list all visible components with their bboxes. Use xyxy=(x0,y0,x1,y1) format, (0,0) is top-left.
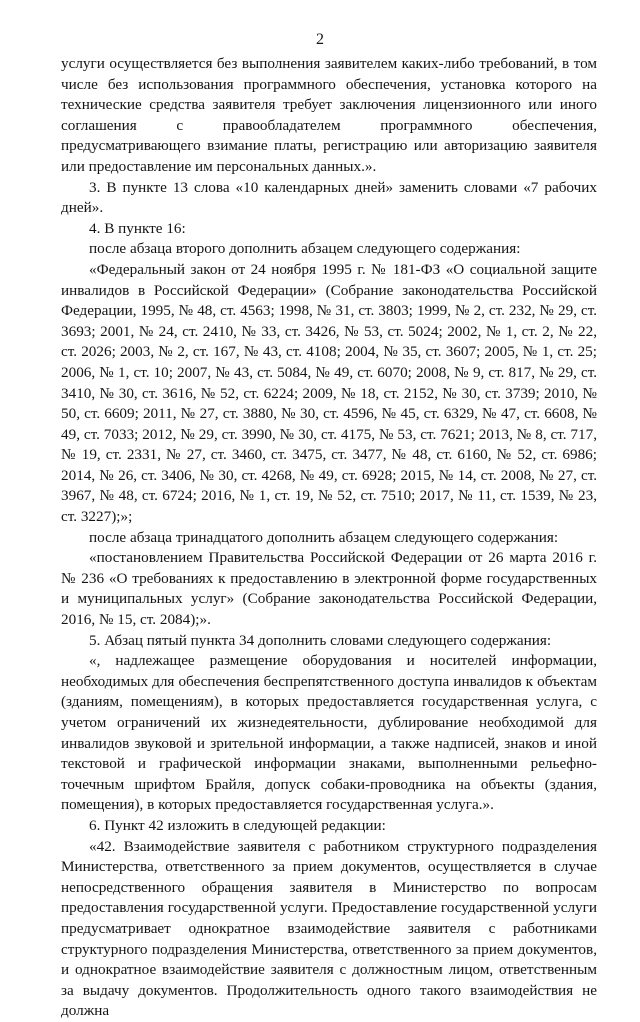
paragraph-federal-law-quote: «Федеральный закон от 24 ноября 1995 г. № 181-ФЗ «О социальной защите инвалидов в Российской Федерации» (Собрание законодательства Российской Федерации, 1995, № 48, ст. 4563; 1998, № 31, ст. 3803; 1999, № 2, ст. 232, № 29, ст. 3693; 2001, № 24, ст. 2410, № 33, ст. 3426, № 53, ст. 5024; 2002, № 1, ст. 2, № 22, ст. 2026; 2003, № 2, ст. 167, № 43, ст. 4108; 2004, № 35, ст. 3607; 2005, № 1, ст. 25; 2006, № 1, ст. 10; 2007, № 43, ст. 5084, № 49, ст. 6070; 2008, № 9, ст. 817, № 29, ст. 3410, № 30, ст. 3616, № 52, ст. 6224; 2009, № 18, ст. 2152, № 30, ст. 3739; 2010, № 50, ст. 6609; 2011, № 27, ст. 3880, № 30, ст. 4596, № 45, ст. 6329, № 47, ст. 6608, № 49, ст. 7033; 2012, № 29, ст. 3990, № 30, ст. 4175, № 53, ст. 7621; 2013, № 8, ст. 717, № 19, ст. 2331, № 27, ст. 3460, ст. 3475, ст. 3477, № 48, ст. 6160, № 52, ст. 6986; 2014, № 26, ст. 3406, № 30, ст. 4268, № 49, ст. 6928; 2015, № 14, ст. 2008, № 27, ст. 3967, № 48, ст. 6724; 2016, № 1, ст. 19, № 52, ст. 7510; 2017, № 11, ст. 1539, № 23, ст. 3227);»; xyxy=(61,260,597,526)
paragraph-item-4-sub-1: после абзаца второго дополнить абзацем следующего содержания: xyxy=(89,240,521,258)
paragraph-item-42-quote: «42. Взаимодействие заявителя с работником структурного подразделения Министерства, ответственного за прием документов, осуществляется в случае непосредственного обращения заявителя в Министерство по вопросам предоставления государственной услуги. Предоставление государственной услуги предусматривает однократное взаимодействие заявителя с работниками структурного подразделения Министерства, ответственного за прием документов, и однократное взаимодействие заявителя с должностным лицом, ответственным за выдачу документов. Продолжительность одного такого взаимодействия не должна xyxy=(61,837,597,1020)
page-number: 2 xyxy=(316,31,324,48)
paragraph-accessibility-quote: «, надлежащее размещение оборудования и носителей информации, необходимых для обеспечения беспрепятственного доступа инвалидов к объектам (зданиям, помещениям), в которых предоставляется государственная услуга, с учетом ограничений их жизнедеятельности, дублирование необходимой для инвалидов звуковой и зрительной информации, а также надписей, знаков и иной текстовой и графической информации знаками, выполненными рельефно-точечным шрифтом Брайля, допуск собаки-проводника на объекты (здания, помещения), в которых предоставляется государственная услуга.». xyxy=(61,652,597,814)
paragraph-item-4-sub-2: после абзаца тринадцатого дополнить абзацем следующего содержания: xyxy=(89,528,559,546)
paragraph-item-5: 5. Абзац пятый пункта 34 дополнить словами следующего содержания: xyxy=(89,631,552,649)
document-body xyxy=(61,54,597,1022)
paragraph-item-3: 3. В пункте 13 слова «10 календарных дней» заменить словами «7 рабочих дней». xyxy=(61,178,597,217)
paragraph-item-6: 6. Пункт 42 изложить в следующей редакции: xyxy=(89,816,386,834)
paragraph-item-4: 4. В пункте 16: xyxy=(89,219,186,237)
paragraph-continuation: услуги осуществляется без выполнения заявителем каких-либо требований, в том числе без использования программного обеспечения, установка которого на технические средства заявителя требует заключения лицензионного или иного соглашения с правообладателем программного обеспечения, предусматривающего взимание платы, регистрацию или авторизацию заявителя или предоставление им персональных данных.». xyxy=(61,55,597,175)
paragraph-government-decree-quote: «постановлением Правительства Российской Федерации от 26 марта 2016 г. № 236 «О требованиях к предоставлению в электронной форме государственных и муниципальных услуг» (Собрание законодательства Российской Федерации, 2016, № 15, ст. 2084);». xyxy=(61,549,597,629)
